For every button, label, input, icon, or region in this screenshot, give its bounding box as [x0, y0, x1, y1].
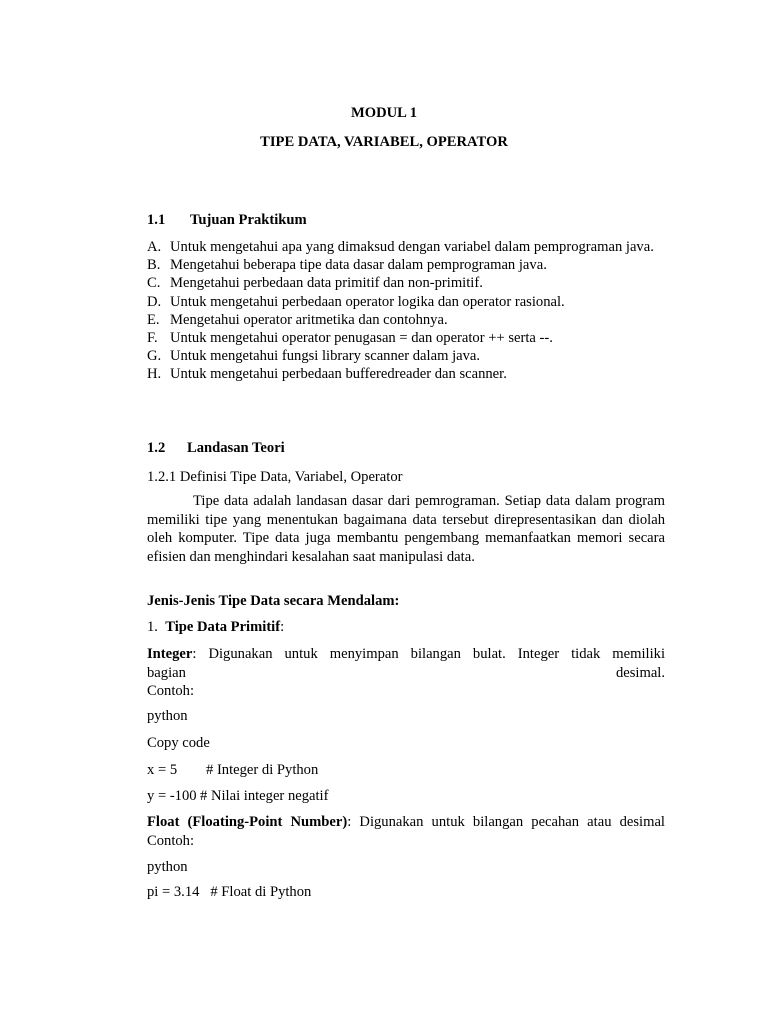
list-item: [147, 347, 667, 365]
definition-paragraph: Tipe data adalah landasan dasar dari pemrograman. Setiap data dalam program memiliki tipe yang menentukan bagaimana data tersebut direpresentasikan dan diolah oleh komputer. Tipe data juga membantu pengembang memanfaatkan memori secara efisien dan menghindari kesalahan saat manipulasi data.: [147, 493, 665, 565]
float-description: : Digunakan untuk bilangan pecahan atau desimal: [347, 814, 665, 830]
list-item: [147, 311, 667, 329]
list-item-text: Mengetahui beberapa tipe data dasar dalam pemprograman java.: [170, 257, 547, 274]
list-item: [147, 274, 667, 292]
list-marker: B.: [147, 257, 161, 274]
integer-line-2: [147, 664, 665, 683]
primitif-colon: :: [280, 619, 285, 635]
list-marker: A.: [147, 239, 162, 255]
list-item-text: Untuk mengetahui apa yang dimaksud dengan variabel dalam pemprograman java.: [170, 239, 654, 255]
float-contoh: Contoh:: [147, 832, 195, 849]
jenis-heading: Jenis-Jenis Tipe Data secara Mendalam:: [147, 593, 400, 609]
list-item: [147, 256, 667, 274]
primitif-label: Tipe Data Primitif: [165, 619, 281, 635]
integer-paragraph: [147, 645, 665, 701]
code-comment: # Nilai integer negatif: [200, 788, 329, 804]
code-line-pi: pi = 3.14 # Float di Python: [147, 884, 312, 900]
section-heading-landasan: [147, 439, 285, 457]
list-marker: F.: [147, 330, 158, 347]
section-title: Landasan Teori: [187, 440, 285, 456]
integer-word-bagian: bagian: [147, 664, 186, 681]
subsection-heading: 1.2.1 Definisi Tipe Data, Variabel, Operator: [147, 469, 403, 485]
integer-label: Integer: [147, 646, 193, 662]
section-number: 1.1: [147, 212, 166, 228]
code-line-x: [147, 761, 319, 779]
list-marker: E.: [147, 311, 160, 328]
module-label: MODUL 1: [350, 105, 418, 121]
list-item-text: Untuk mengetahui fungsi library scanner dalam java.: [170, 348, 481, 365]
code-language-label-2: python: [147, 859, 188, 875]
primitif-heading: [147, 618, 284, 636]
section-title: Tujuan Praktikum: [190, 212, 307, 228]
float-paragraph: [147, 813, 665, 850]
code-language-label: python: [147, 708, 188, 724]
float-line-1: [147, 813, 665, 832]
integer-description: : Digunakan untuk menyimpan bilangan bulat. Integer tidak memiliki: [192, 646, 665, 662]
float-label: Float (Floating-Point Number): [147, 814, 348, 830]
integer-line-1: [147, 645, 665, 664]
list-item-text: Untuk mengetahui perbedaan bufferedreader dan scanner.: [170, 366, 507, 383]
section-number: 1.2: [147, 440, 166, 456]
list-item-text: Untuk mengetahui perbedaan operator logika dan operator rasional.: [170, 293, 565, 310]
list-item: [147, 293, 667, 311]
list-marker: G.: [147, 348, 162, 365]
list-item: [147, 329, 667, 347]
list-item-text: Untuk mengetahui operator penugasan = dan operator ++ serta --.: [170, 330, 553, 347]
section-heading-tujuan: [147, 211, 307, 229]
list-item-text: Mengetahui perbedaan data primitif dan non-primitif.: [170, 275, 483, 292]
integer-word-desimal: desimal.: [615, 664, 665, 681]
list-marker: C.: [147, 275, 161, 292]
copy-code-text: Copy code: [147, 735, 210, 751]
code-comment: # Integer di Python: [206, 762, 319, 778]
code-statement: x = 5: [147, 762, 178, 778]
code-line-y: [147, 787, 329, 805]
list-item: [147, 365, 667, 383]
list-number: 1.: [147, 619, 158, 635]
objectives-list: [147, 238, 667, 384]
code-statement: y = -100: [147, 788, 197, 804]
list-item-text: Mengetahui operator aritmetika dan contohnya.: [170, 311, 448, 328]
list-item: [147, 238, 667, 256]
page-title: TIPE DATA, VARIABEL, OPERATOR: [260, 134, 508, 150]
integer-contoh: Contoh:: [147, 683, 195, 699]
list-marker: D.: [147, 293, 162, 310]
list-marker: H.: [147, 366, 162, 383]
